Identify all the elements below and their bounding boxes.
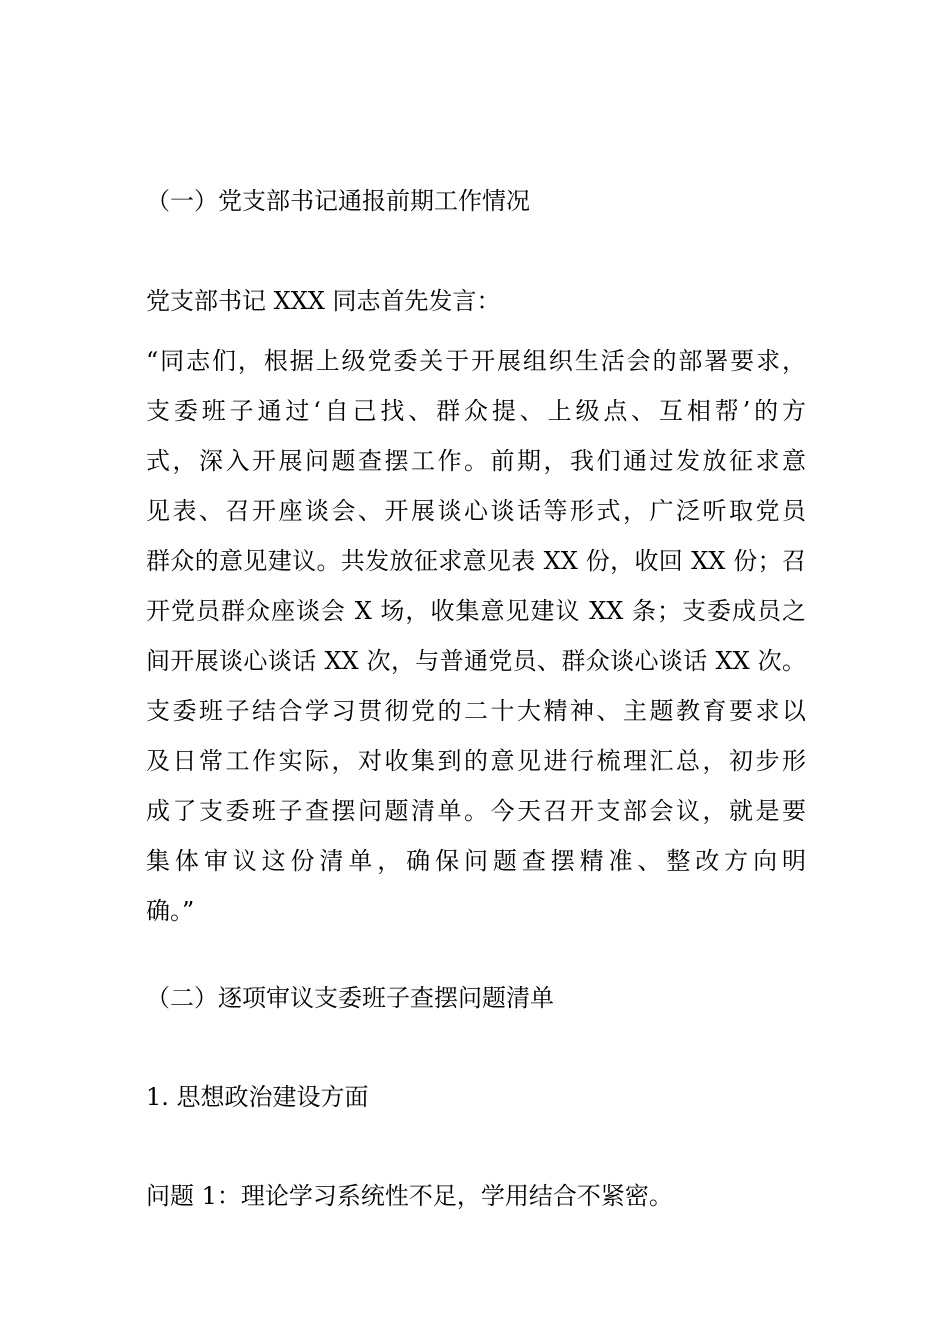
quote-line: 见表、召开座谈会、开展谈心谈话等形式，广泛听取党员: [146, 497, 806, 525]
quote-line: 支委班子通过‘自己找、群众提、上级点、互相帮’的方: [146, 397, 806, 425]
quote-line: 支委班子结合学习贯彻党的二十大精神、主题教育要求以: [146, 697, 806, 725]
quote-paragraph: [146, 336, 806, 936]
quote-line: 开党员群众座谈会 X 场，收集意见建议 XX 条；支委成员之: [146, 597, 806, 625]
section-2-heading: （二）逐项审议支委班子查摆问题清单: [146, 984, 554, 1012]
quote-line: 及日常工作实际，对收集到的意见进行梳理汇总，初步形: [146, 747, 806, 775]
quote-line: 成了支委班子查摆问题清单。今天召开支部会议，就是要: [146, 797, 806, 825]
quote-line: “同志们，根据上级党委关于开展组织生活会的部署要求，: [146, 347, 806, 375]
quote-line: 式，深入开展问题查摆工作。前期，我们通过发放征求意: [146, 447, 806, 475]
quote-line: 间开展谈心谈话 XX 次，与普通党员、群众谈心谈话 XX 次。: [146, 647, 806, 675]
quote-line: 确。”: [146, 897, 195, 925]
subsection-heading: 1. 思想政治建设方面: [146, 1083, 369, 1111]
quote-line: 群众的意见建议。共发放征求意见表 XX 份，收回 XX 份；召: [146, 547, 806, 575]
problem-item: 问题 1：理论学习系统性不足，学用结合不紧密。: [146, 1182, 673, 1210]
quote-line: 集体审议这份清单，确保问题查摆精准、整改方向明: [146, 847, 806, 875]
section-1-heading: （一）党支部书记通报前期工作情况: [146, 187, 530, 215]
intro-line: 党支部书记 XXX 同志首先发言：: [146, 287, 501, 315]
